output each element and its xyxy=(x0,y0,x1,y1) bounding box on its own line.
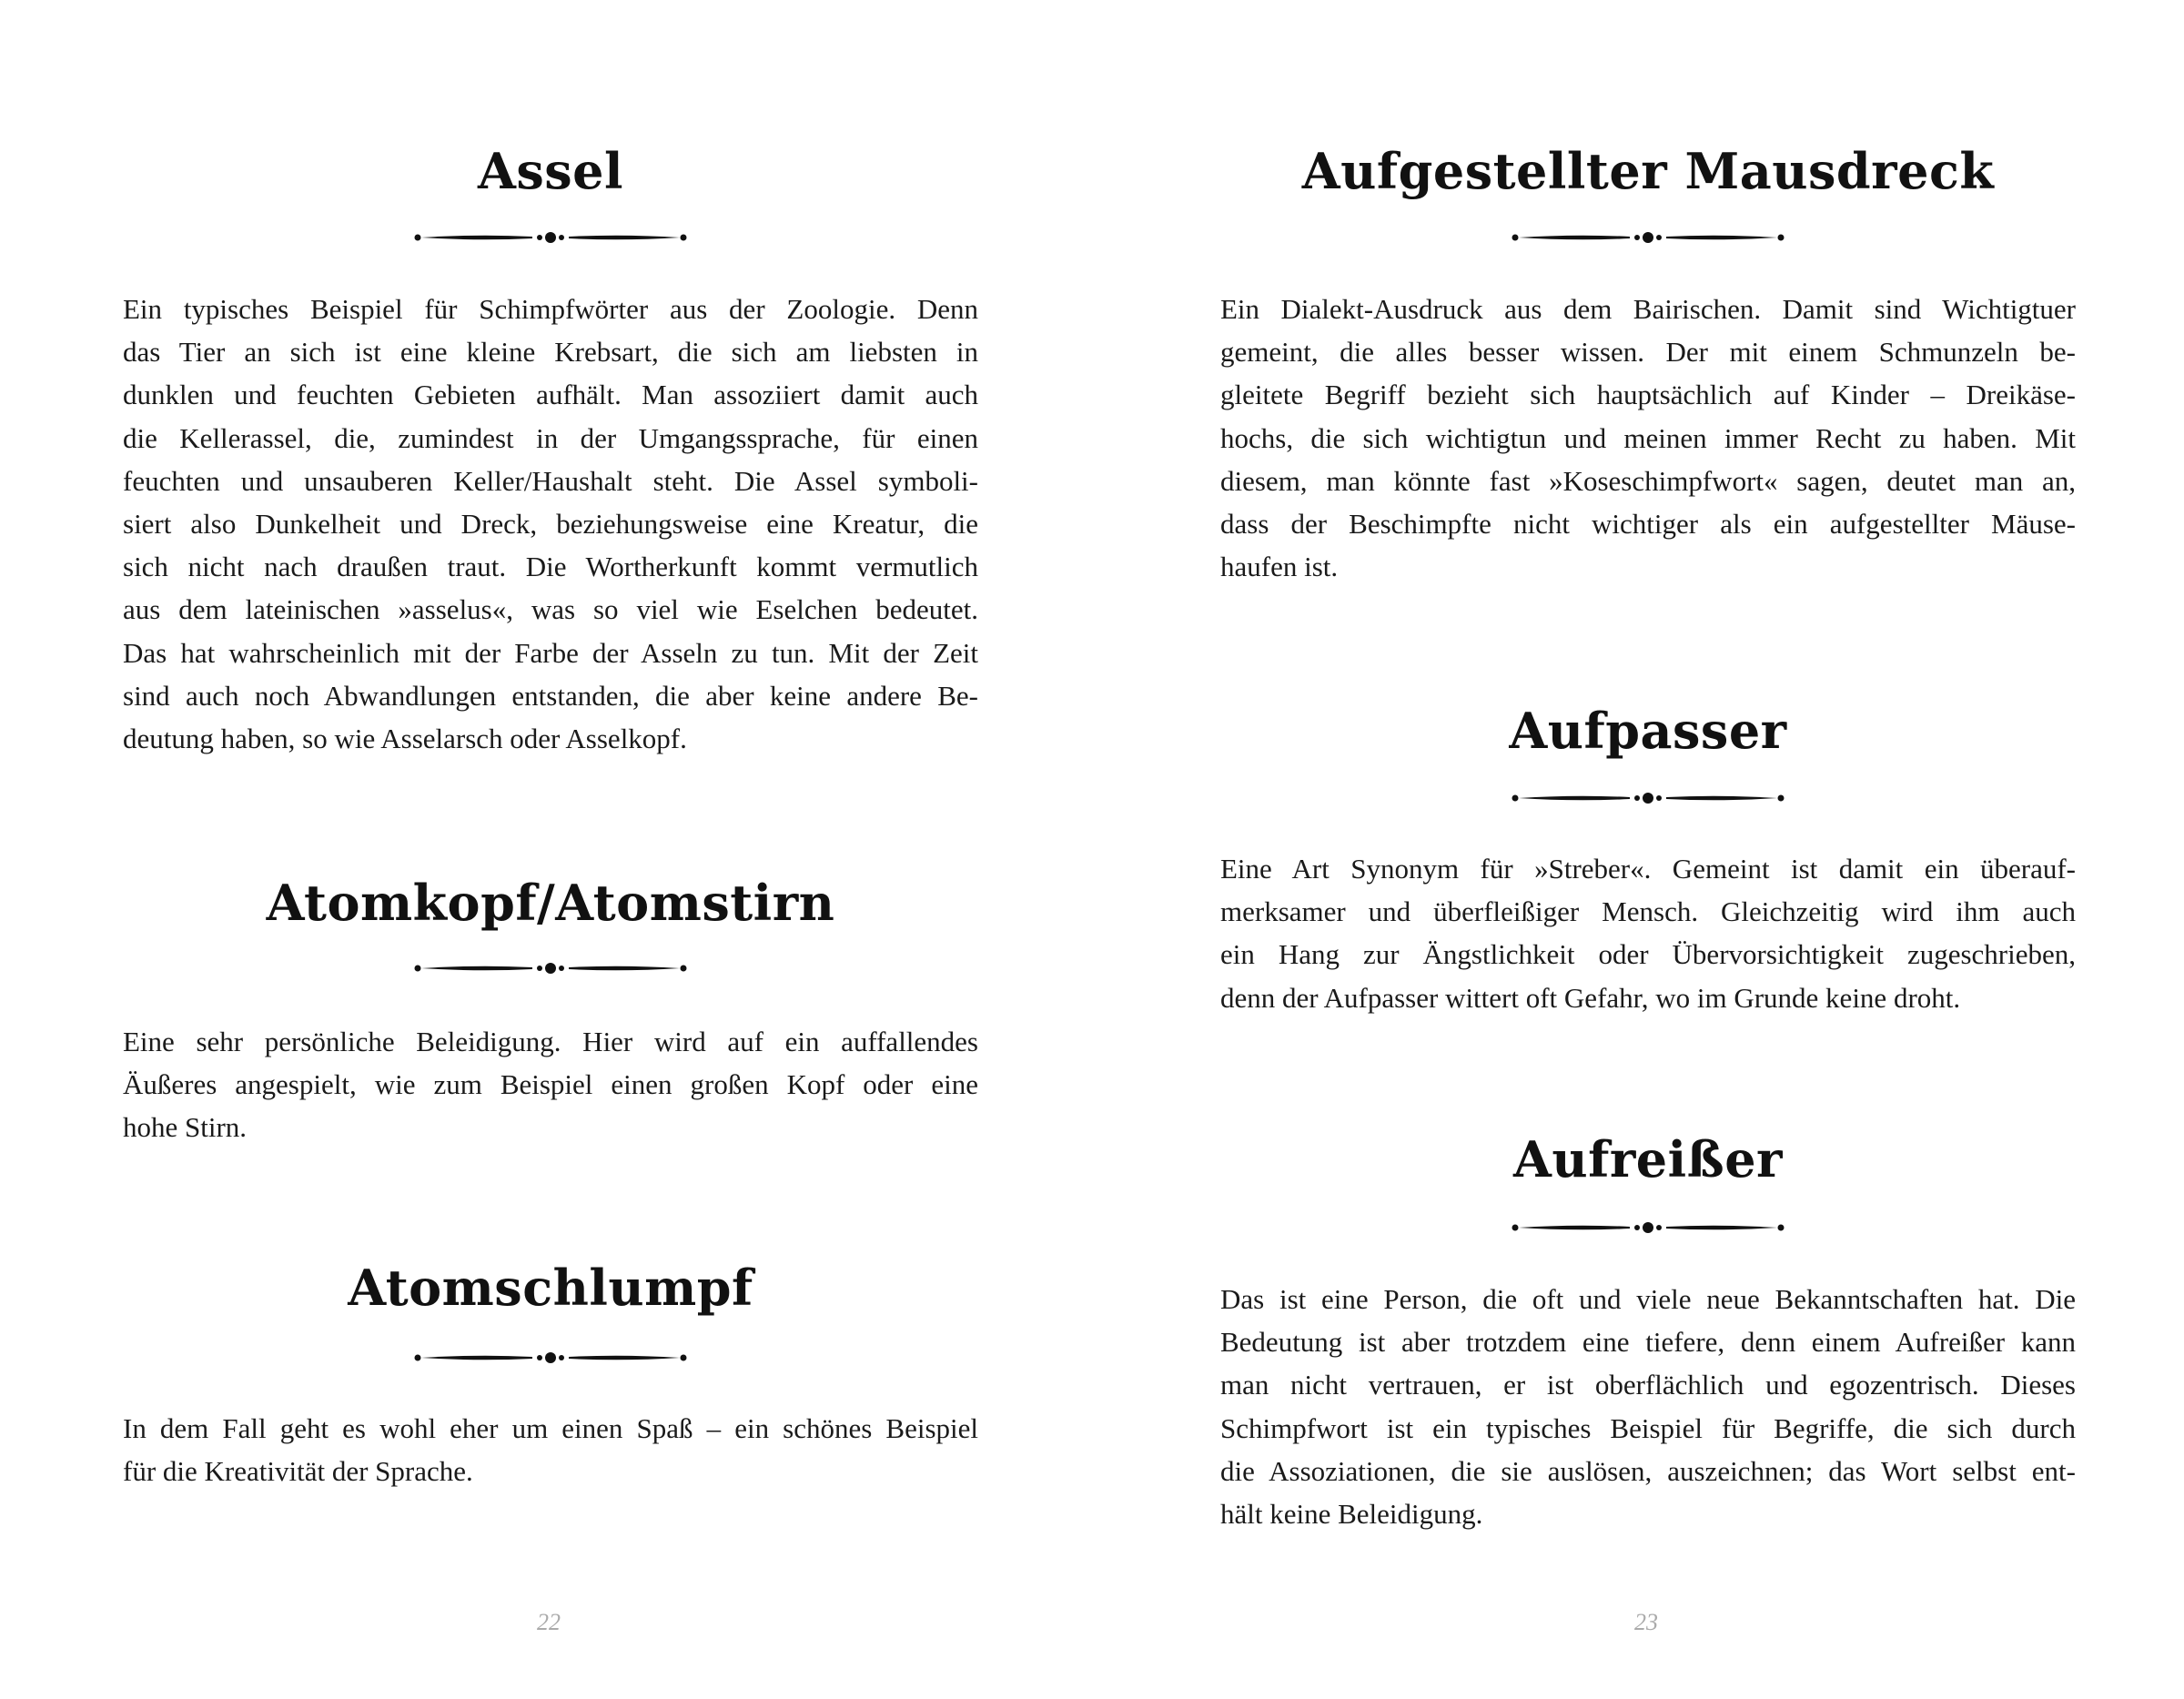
text-line: merksamer und überfleißiger Mensch. Gleichzeitig wird ihm auch xyxy=(1220,895,2076,928)
entry-title: Atomkopf/Atomstirn xyxy=(266,874,835,932)
text-line: Bedeutung ist aber trotzdem eine tiefere, denn einem Aufreißer kann xyxy=(1220,1326,2076,1359)
entry-title: Atomschlumpf xyxy=(348,1259,753,1317)
entry-body xyxy=(123,288,978,760)
text-line: ein Hang zur Ängstlichkeit oder Übervorsichtigkeit zugeschrieben, xyxy=(1220,938,2076,971)
text-line: aus dem lateinischen »asselus«, was so viel wie Eselchen bedeutet. xyxy=(123,593,978,626)
text-line: die Kellerassel, die, zumindest in der Umgangssprache, für einen xyxy=(123,421,978,454)
text-line: sich nicht nach draußen traut. Die Wortherkunft kommt vermutlich xyxy=(123,551,978,583)
ornament-divider-icon xyxy=(414,228,687,247)
text-line: hält keine Beleidigung. xyxy=(1220,1497,1483,1530)
text-line: deutung haben, so wie Asselarsch oder Asselkopf. xyxy=(123,722,687,754)
text-line: das Tier an sich ist eine kleine Krebsart, die sich am liebsten in xyxy=(123,336,978,369)
ornament-divider-icon xyxy=(414,1349,687,1367)
entry-body xyxy=(1220,288,2076,588)
ornament-divider-icon xyxy=(414,959,687,977)
text-line: haufen ist. xyxy=(1220,551,1339,583)
page-number: 23 xyxy=(1634,1609,1658,1635)
entry-body xyxy=(1220,847,2076,1019)
entry-body xyxy=(1220,1278,2076,1535)
text-line: diesem, man könnte fast »Koseschimpfwort« sagen, deutet man an, xyxy=(1220,464,2076,497)
entry-title: Assel xyxy=(477,142,624,200)
text-line: hochs, die sich wichtigtun und meinen immer Recht zu haben. Mit xyxy=(1220,421,2076,454)
text-line: für die Kreativität der Sprache. xyxy=(123,1455,473,1488)
entry-body xyxy=(123,1407,978,1492)
text-line: hohe Stirn. xyxy=(123,1111,248,1144)
text-line: Das ist eine Person, die oft und viele neue Bekanntschaften hat. Die xyxy=(1220,1283,2076,1315)
text-line: denn der Aufpasser wittert oft Gefahr, wo im Grunde keine droht. xyxy=(1220,981,1961,1014)
text-line: Ein typisches Beispiel für Schimpfwörter aus der Zoologie. Denn xyxy=(123,293,978,325)
text-line: Ein Dialekt-Ausdruck aus dem Bairischen. Damit sind Wichtigtuer xyxy=(1220,293,2076,325)
text-line: gemeint, die alles besser wissen. Der mit einem Schmunzeln be- xyxy=(1220,336,2076,369)
text-line: Schimpfwort ist ein typisches Beispiel für Begriffe, die sich durch xyxy=(1220,1411,2076,1444)
entry-title: Aufpasser xyxy=(1509,702,1787,760)
text-line: dunklen und feuchten Gebieten aufhält. Man assoziiert damit auch xyxy=(123,379,978,411)
entry-title: Aufreißer xyxy=(1512,1130,1784,1188)
text-line: Das hat wahrscheinlich mit der Farbe der Asseln zu tun. Mit der Zeit xyxy=(123,636,978,669)
text-line: dass der Beschimpfte nicht wichtiger als ein aufgestellter Mäuse- xyxy=(1220,507,2076,540)
text-line: Eine Art Synonym für »Streber«. Gemeint ist damit ein überauf- xyxy=(1220,853,2076,885)
text-line: sind auch noch Abwandlungen entstanden, die aber keine andere Be- xyxy=(123,679,978,712)
text-line: die Assoziationen, die sie auslösen, auszeichnen; das Wort selbst ent- xyxy=(1220,1454,2076,1487)
ornament-divider-icon xyxy=(1512,1219,1785,1237)
text-line: Eine sehr persönliche Beleidigung. Hier wird auf ein auffallendes xyxy=(123,1026,978,1057)
text-line: man nicht vertrauen, er ist oberflächlich und egozentrisch. Dieses xyxy=(1220,1369,2076,1401)
page-number: 22 xyxy=(537,1609,561,1635)
ornament-divider-icon xyxy=(1512,228,1785,247)
text-line: In dem Fall geht es wohl eher um einen Spaß – ein schönes Beispiel xyxy=(123,1412,978,1444)
entry-title: Aufgestellter Mausdreck xyxy=(1301,142,1995,200)
entry-body xyxy=(123,1020,978,1149)
text-line: feuchten und unsauberen Keller/Haushalt steht. Die Assel symboli- xyxy=(123,464,978,497)
text-line: siert also Dunkelheit und Dreck, beziehungsweise eine Kreatur, die xyxy=(123,507,978,540)
text-line: gleitete Begriff bezieht sich hauptsächlich auf Kinder – Dreikäse- xyxy=(1220,379,2076,411)
right-page xyxy=(1092,0,2184,1699)
ornament-divider-icon xyxy=(1512,789,1785,807)
text-line: Äußeres angespielt, wie zum Beispiel einen großen Kopf oder eine xyxy=(123,1068,978,1101)
